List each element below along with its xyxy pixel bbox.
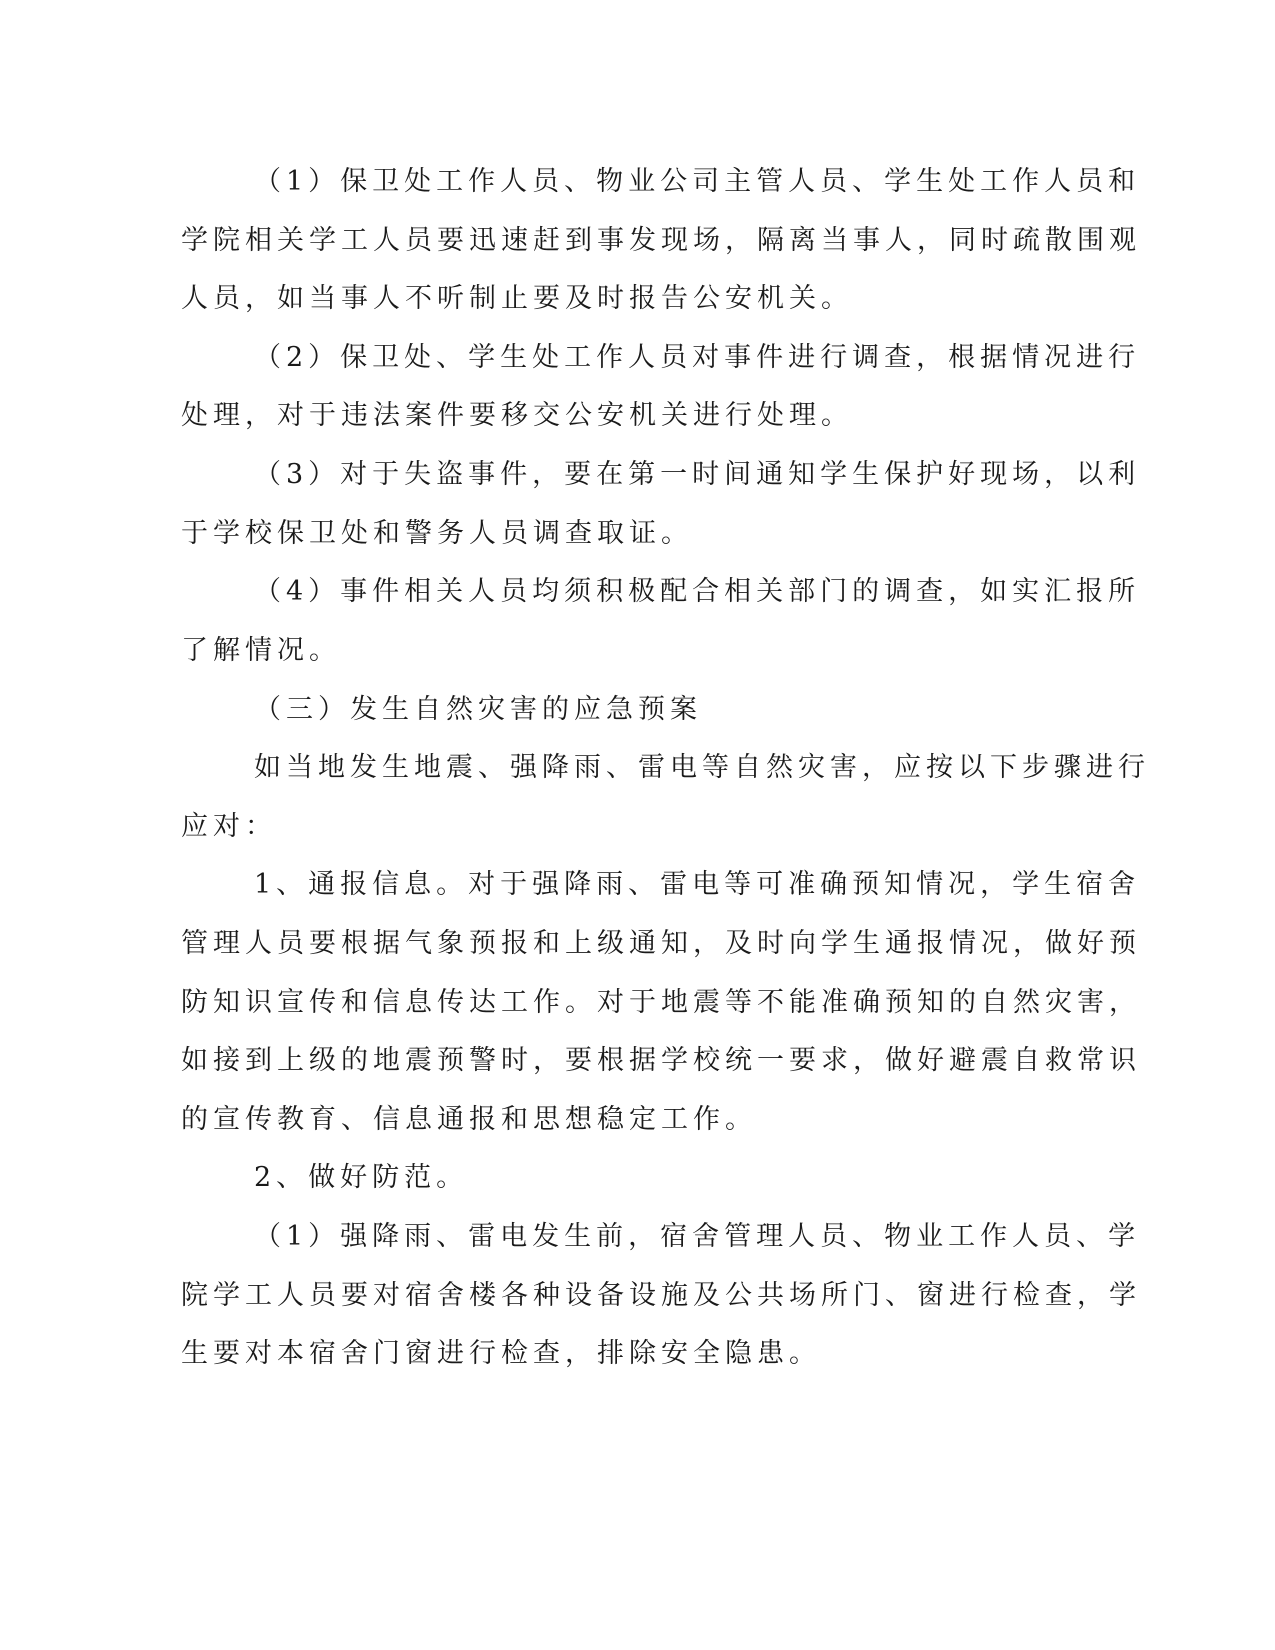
text-line: （3）对于失盗事件，要在第一时间通知学生保护好现场，以利: [254, 459, 1141, 490]
text-line: 如接到上级的地震预警时，要根据学校统一要求，做好避震自救常识: [181, 1045, 1141, 1076]
text-line: 1、通报信息。对于强降雨、雷电等可准确预知情况，学生宿舍: [254, 869, 1141, 900]
text-line: 于学校保卫处和警务人员调查取证。: [181, 518, 693, 549]
text-line: 管理人员要根据气象预报和上级通知，及时向学生通报情况，做好预: [181, 928, 1141, 959]
section-heading: （三）发生自然灾害的应急预案: [254, 694, 702, 725]
text-line: （2）保卫处、学生处工作人员对事件进行调查，根据情况进行: [254, 342, 1141, 373]
text-line: 2、做好防范。: [254, 1162, 469, 1193]
text-line: （4）事件相关人员均须积极配合相关部门的调查，如实汇报所: [254, 576, 1141, 607]
text-line: （1）强降雨、雷电发生前，宿舍管理人员、物业工作人员、学: [254, 1221, 1141, 1252]
text-line: （1）保卫处工作人员、物业公司主管人员、学生处工作人员和: [254, 166, 1141, 197]
text-line: 处理，对于违法案件要移交公安机关进行处理。: [181, 400, 853, 431]
text-line: 的宣传教育、信息通报和思想稳定工作。: [181, 1104, 757, 1135]
text-line: 如当地发生地震、强降雨、雷电等自然灾害，应按以下步骤进行: [254, 752, 1150, 783]
text-line: 学院相关学工人员要迅速赶到事发现场，隔离当事人，同时疏散围观: [181, 225, 1141, 256]
text-line: 应对：: [181, 811, 277, 842]
text-line: 了解情况。: [181, 635, 341, 666]
text-line: 生要对本宿舍门窗进行检查，排除安全隐患。: [181, 1338, 821, 1369]
text-line: 防知识宣传和信息传达工作。对于地震等不能准确预知的自然灾害，: [181, 987, 1141, 1018]
text-line: 人员，如当事人不听制止要及时报告公安机关。: [181, 283, 853, 314]
text-line: 院学工人员要对宿舍楼各种设备设施及公共场所门、窗进行检查，学: [181, 1280, 1141, 1311]
